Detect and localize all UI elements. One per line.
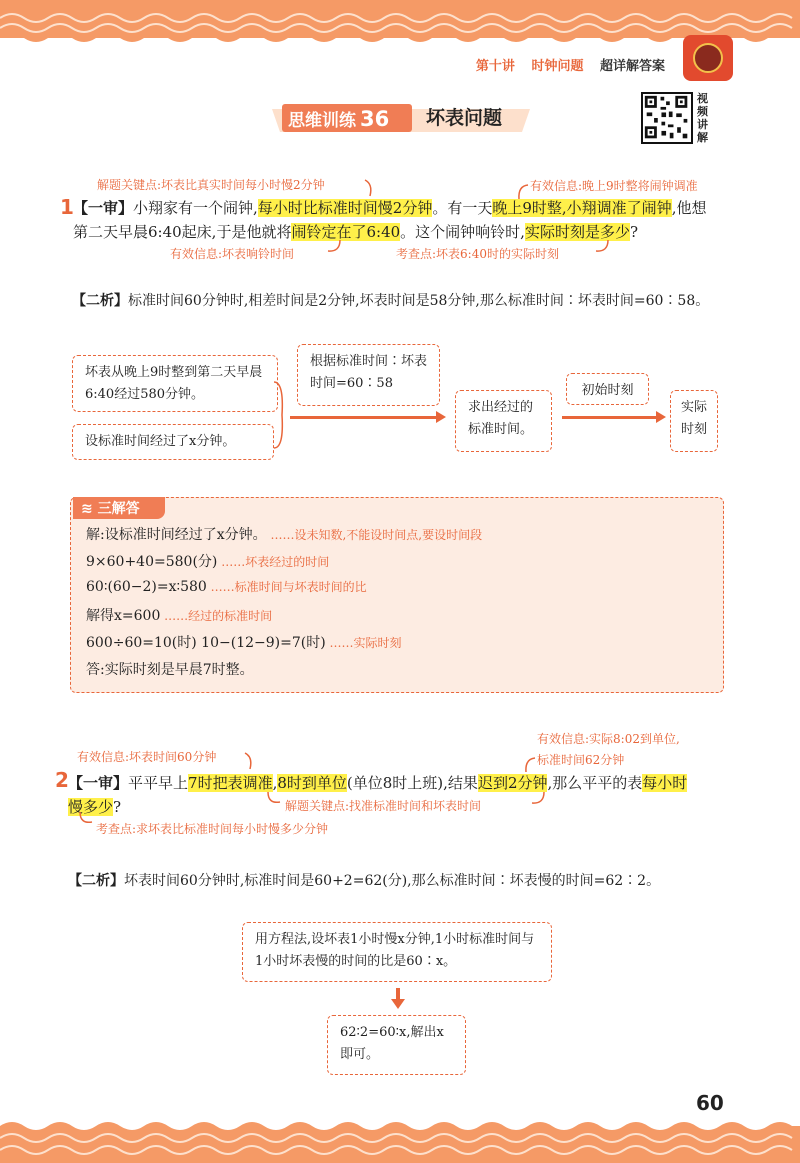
highlighted-text: 7时把表调准 bbox=[188, 774, 273, 792]
highlighted-text: 实际时刻是多少 bbox=[524, 223, 630, 241]
q1-flow-box-5: 初始时刻 bbox=[566, 373, 649, 405]
solution-line bbox=[86, 578, 367, 595]
q2-number: 2 bbox=[55, 768, 69, 792]
q1-info-note-1: 有效信息:晚上9时整将闹钟调准 bbox=[530, 179, 698, 193]
footer-wave-band bbox=[0, 1110, 800, 1163]
q2-info-note-2b: 标准时间62分钟 bbox=[537, 753, 625, 767]
annotation-curve-icon bbox=[78, 810, 94, 828]
lecture-label: 第十讲 bbox=[475, 59, 515, 74]
text-run: 第二天早晨6:40起床,于是他就将 bbox=[73, 223, 292, 241]
page-title: 坏表问题 bbox=[426, 107, 503, 129]
qr-code-icon[interactable] bbox=[641, 92, 693, 144]
highlighted-text: 闹铃定在了6:40 bbox=[291, 223, 401, 241]
q1-analysis bbox=[72, 288, 709, 314]
q2-line-1 bbox=[68, 770, 687, 796]
annotation-curve-icon bbox=[326, 238, 342, 256]
q2-flow-box-2: 62∶2=60∶x,解出x即可。 bbox=[327, 1015, 466, 1075]
q1-flow-box-1: 坏表从晚上9时整到第二天早晨6:40经过580分钟。 bbox=[72, 355, 278, 412]
text-run: ? bbox=[629, 223, 638, 241]
q1-analysis-text: 标准时间60分钟时,相差时间是2分钟,坏表时间是58分钟,那么标准时间∶坏表时间=60∶58。 bbox=[128, 293, 710, 309]
header-wave-band bbox=[0, 0, 800, 52]
annotation-curve-icon bbox=[530, 790, 546, 808]
solution-step: 60∶(60−2)=x∶580 bbox=[86, 579, 207, 595]
q1-check-note: 考查点:坏表6:40时的实际时刻 bbox=[396, 247, 559, 261]
annotation-curve-icon bbox=[243, 751, 255, 771]
q1-review-tag: 【一审】 bbox=[73, 199, 134, 217]
q2-key-point-note: 解题关键点:找准标准时间和坏表时间 bbox=[285, 799, 482, 813]
text-run: ,他想 bbox=[671, 199, 707, 217]
down-arrow-icon bbox=[390, 988, 406, 1010]
solution-note: ……坏表经过的时间 bbox=[217, 555, 330, 569]
solution-step: 解得x=600 bbox=[86, 608, 161, 624]
q2-analysis-text: 坏表时间60分钟时,标准时间是60+2=62(分),那么标准时间∶坏表慢的时间=62∶2。 bbox=[124, 873, 661, 889]
solution-note: ……标准时间与坏表时间的比 bbox=[206, 580, 367, 594]
text-run: 平平早上 bbox=[128, 774, 189, 792]
highlighted-text: 每小时比标准时间慢2分钟 bbox=[257, 199, 433, 217]
solution-line bbox=[86, 605, 272, 625]
text-run: (单位8时上班),结果 bbox=[346, 774, 478, 792]
bracket-icon bbox=[274, 380, 286, 450]
q1-number: 1 bbox=[60, 195, 74, 219]
solution-note: ……经过的标准时间 bbox=[160, 609, 273, 623]
text-run: ? bbox=[113, 798, 122, 816]
brand-badge-icon bbox=[683, 35, 733, 81]
solution-line bbox=[86, 524, 482, 544]
highlighted-text: 8时到单位 bbox=[277, 774, 347, 792]
solution-line bbox=[86, 632, 402, 652]
solution-line bbox=[86, 551, 329, 571]
q1-line-1 bbox=[73, 195, 706, 221]
highlighted-text: 晚上9时整,小翔调准了闹钟 bbox=[492, 199, 672, 217]
highlighted-text: 迟到2分钟 bbox=[477, 774, 548, 792]
q1-line-2 bbox=[73, 219, 638, 245]
text-run: , bbox=[272, 774, 278, 792]
solution-note: ……实际时刻 bbox=[325, 636, 402, 650]
q1-analysis-tag: 【二析】 bbox=[72, 293, 128, 309]
solution-step: 600÷60=10(时) 10−(12−9)=7(时) bbox=[86, 635, 326, 651]
q2-check-note: 考查点:求坏表比标准时间每小时慢多少分钟 bbox=[96, 822, 329, 836]
solution-step: 9×60+40=580(分) bbox=[86, 554, 218, 570]
solution-note: ……设未知数,不能设时间点,要设时间段 bbox=[266, 528, 483, 542]
q2-line-2 bbox=[68, 794, 121, 820]
q2-flow-box-1: 用方程法,设坏表1小时慢x分钟,1小时标准时间与1小时坏表慢的时间的比是60∶x。 bbox=[242, 922, 552, 982]
section-label: 超详解答案 bbox=[599, 59, 665, 74]
solution-tag-label: 三解答 bbox=[97, 501, 140, 517]
title-number: 36 bbox=[360, 107, 390, 131]
title-label: 思维训练 bbox=[288, 111, 356, 131]
q1-flow-box-3: 根据标准时间∶坏表时间=60∶58 bbox=[297, 344, 440, 406]
q1-flow-box-4: 求出经过的标准时间。 bbox=[455, 390, 552, 452]
q2-analysis bbox=[68, 868, 660, 894]
text-run: 。有一天 bbox=[432, 199, 493, 217]
q2-info-note-2a: 有效信息:实际8:02到单位, bbox=[537, 732, 680, 746]
video-explanation-label: 视频讲解 bbox=[697, 92, 708, 144]
topic-label: 时钟问题 bbox=[531, 59, 584, 74]
solution-line bbox=[86, 659, 254, 679]
solution-step: 解:设标准时间经过了x分钟。 bbox=[86, 527, 267, 543]
q2-analysis-tag: 【二析】 bbox=[68, 873, 124, 889]
q1-flow-box-6: 实际时刻 bbox=[670, 390, 718, 452]
solution-step: 答:实际时刻是早晨7时整。 bbox=[86, 662, 254, 678]
highlighted-text: 慢多少 bbox=[68, 798, 114, 816]
annotation-curve-icon bbox=[266, 790, 282, 808]
annotation-curve-icon bbox=[594, 238, 610, 256]
text-run: ,那么平平的表 bbox=[547, 774, 643, 792]
q1-flow-box-2: 设标准时间经过了x分钟。 bbox=[72, 424, 274, 460]
highlighted-text: 每小时 bbox=[642, 774, 688, 792]
q1-info-note-2: 有效信息:坏表响铃时间 bbox=[170, 247, 295, 261]
q2-info-note-1: 有效信息:坏表时间60分钟 bbox=[77, 750, 217, 764]
solution-tag: ≋ 三解答 bbox=[73, 497, 165, 519]
running-header bbox=[464, 55, 665, 74]
flow-arrow-icon bbox=[290, 416, 438, 419]
q1-key-point-note: 解题关键点:坏表比真实时间每小时慢2分钟 bbox=[97, 178, 325, 192]
title-pill bbox=[282, 104, 412, 132]
flow-arrow-icon bbox=[562, 416, 658, 419]
page-number: 60 bbox=[696, 1091, 724, 1115]
text-run: 。这个闹钟响铃时, bbox=[400, 223, 525, 241]
text-run: 小翔家有一个闹钟, bbox=[133, 199, 258, 217]
q2-review-tag: 【一审】 bbox=[68, 774, 129, 792]
